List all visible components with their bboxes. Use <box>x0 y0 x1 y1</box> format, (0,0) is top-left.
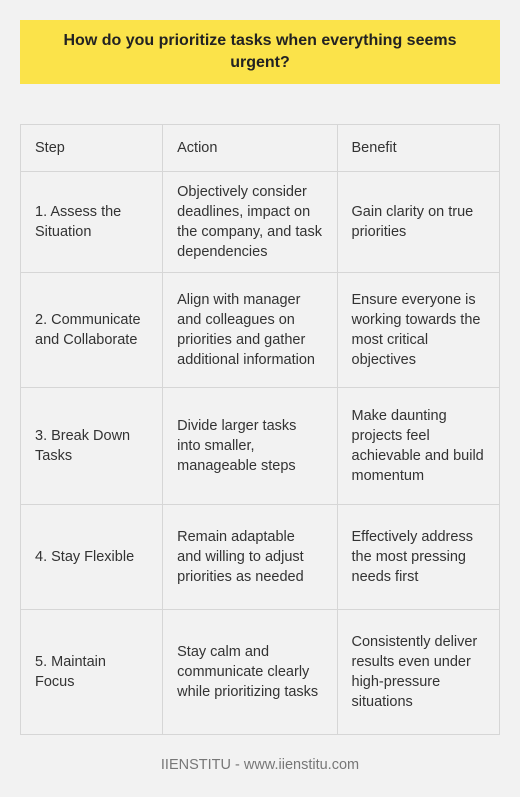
step-cell: 3. Break Down Tasks <box>21 388 163 505</box>
action-cell: Objectively consider deadlines, impact on the company, and task dependencies <box>163 172 337 273</box>
table-row <box>21 610 500 735</box>
benefit-cell: Effectively address the most pressing needs first <box>337 505 499 610</box>
benefit-cell: Ensure everyone is working towards the most critical objectives <box>337 273 499 388</box>
footer-credit: IIENSTITU - www.iienstitu.com <box>160 757 360 773</box>
step-cell: 2. Communicate and Collaborate <box>21 273 163 388</box>
header-step: Step <box>21 125 163 172</box>
table-row <box>21 505 500 610</box>
action-cell: Align with manager and colleagues on priorities and gather additional information <box>163 273 337 388</box>
step-cell: 1. Assess the Situation <box>21 172 163 273</box>
benefit-cell: Consistently deliver results even under high-pressure situations <box>337 610 499 735</box>
page-title: How do you prioritize tasks when everything seems urgent? <box>63 32 457 71</box>
table-row <box>21 172 500 273</box>
table-header-row <box>21 125 500 172</box>
benefit-cell: Gain clarity on true priorities <box>337 172 499 273</box>
title-banner <box>20 20 500 84</box>
benefit-cell: Make daunting projects feel achievable and build momentum <box>337 388 499 505</box>
steps-table <box>20 124 500 735</box>
action-cell: Stay calm and communicate clearly while prioritizing tasks <box>163 610 337 735</box>
header-action: Action <box>163 125 337 172</box>
step-cell: 5. Maintain Focus <box>21 610 163 735</box>
step-cell: 4. Stay Flexible <box>21 505 163 610</box>
table-row <box>21 388 500 505</box>
table-row <box>21 273 500 388</box>
action-cell: Divide larger tasks into smaller, manageable steps <box>163 388 337 505</box>
action-cell: Remain adaptable and willing to adjust priorities as needed <box>163 505 337 610</box>
header-benefit: Benefit <box>337 125 499 172</box>
